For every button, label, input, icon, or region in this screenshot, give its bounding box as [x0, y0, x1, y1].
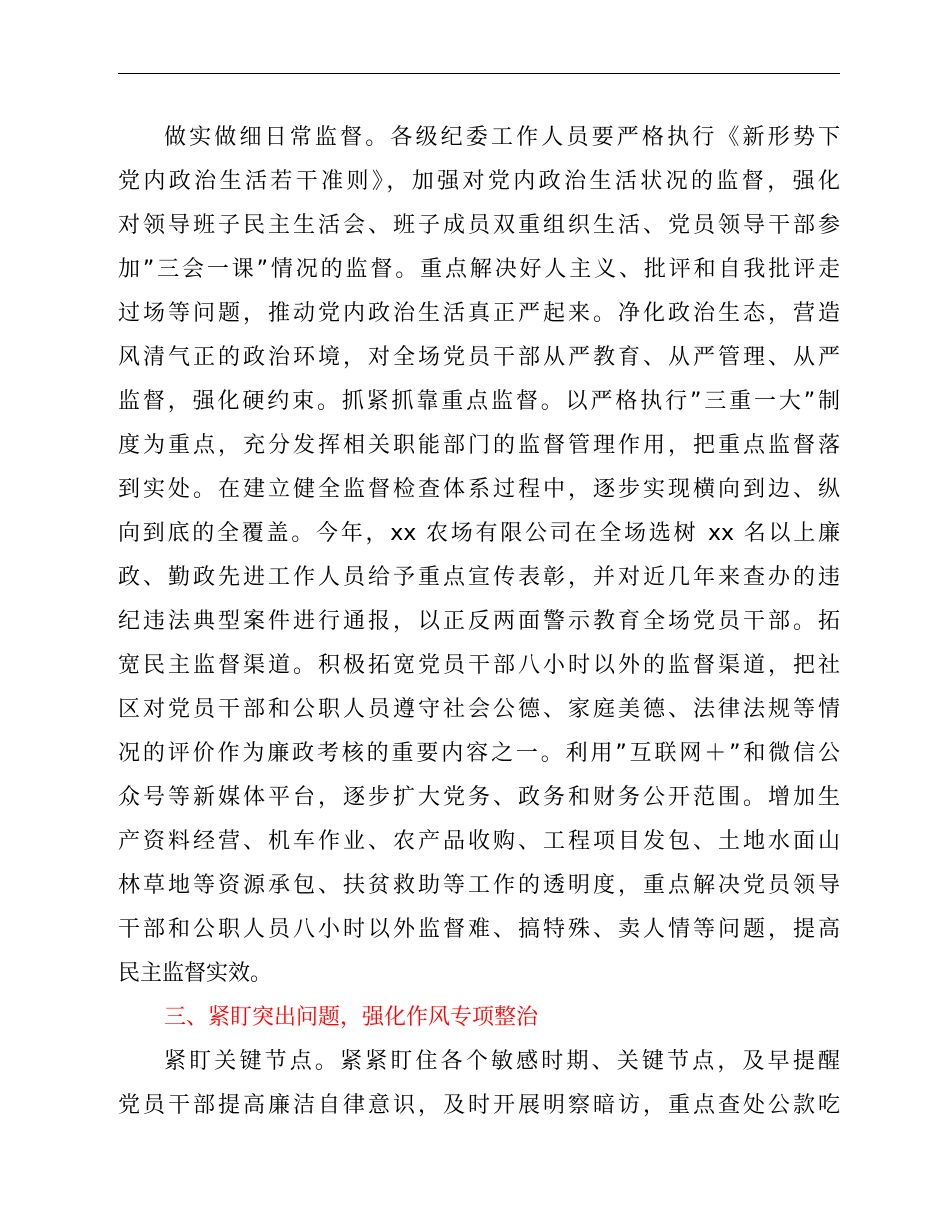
paragraph-line: 区对党员干部和公职人员遵守社会公德、家庭美德、法律法规等情 — [118, 697, 840, 722]
paragraph-line: 民主监督实效。 — [118, 961, 273, 986]
paragraph-line: 党内政治生活若干准则》，加强对党内政治生活状况的监督，强化 — [118, 169, 840, 194]
paragraph-line: 对领导班子民主生活会、班子成员双重组织生活、党员领导干部参 — [118, 213, 840, 238]
paragraph-line: 政、勤政先进工作人员给予重点宣传表彰，并对近几年来查办的违 — [118, 565, 840, 590]
document-body — [118, 116, 840, 1128]
paragraph-line: 林草地等资源承包、扶贫救助等工作的透明度，重点解决党员领导 — [118, 873, 840, 898]
paragraph-line: 况的评价作为廉政考核的重要内容之一。利用”互联网＋”和微信公 — [118, 741, 840, 766]
paragraph-line: 度为重点，充分发挥相关职能部门的监督管理作用，把重点监督落 — [118, 433, 840, 458]
paragraph-line: 产资料经营、机车作业、农产品收购、工程项目发包、土地水面山 — [118, 829, 840, 854]
paragraph-2 — [118, 1040, 840, 1128]
paragraph-line: 紧盯关键节点。紧紧盯住各个敏感时期、关键节点，及早提醒 — [164, 1049, 840, 1074]
paragraph-line: 向到底的全覆盖。今年，xx 农场有限公司在全场选树 xx 名以上廉 — [118, 521, 840, 546]
paragraph-line: 风清气正的政治环境，对全场党员干部从严教育、从严管理、从严 — [118, 345, 840, 370]
section-heading: 三、紧盯突出问题，强化作风专项整治 — [164, 1005, 539, 1030]
paragraph-line: 纪违法典型案件进行通报，以正反两面警示教育全场党员干部。拓 — [118, 609, 840, 634]
paragraph-line: 干部和公职人员八小时以外监督难、搞特殊、卖人情等问题，提高 — [118, 917, 840, 942]
paragraph-line: 众号等新媒体平台，逐步扩大党务、政务和财务公开范围。增加生 — [118, 785, 840, 810]
paragraph-1 — [118, 116, 840, 996]
paragraph-line: 加”三会一课”情况的监督。重点解决好人主义、批评和自我批评走 — [118, 257, 840, 282]
paragraph-line: 党员干部提高廉洁自律意识，及时开展明察暗访，重点查处公款吃 — [118, 1093, 840, 1118]
paragraph-line: 宽民主监督渠道。积极拓宽党员干部八小时以外的监督渠道，把社 — [118, 653, 840, 678]
paragraph-line: 做实做细日常监督。各级纪委工作人员要严格执行《新形势下 — [164, 125, 840, 150]
header-rule — [118, 73, 840, 74]
paragraph-line: 监督，强化硬约束。抓紧抓靠重点监督。以严格执行”三重一大”制 — [118, 389, 840, 414]
paragraph-line: 过场等问题，推动党内政治生活真正严起来。净化政治生态，营造 — [118, 301, 840, 326]
paragraph-line: 到实处。在建立健全监督检查体系过程中，逐步实现横向到边、纵 — [118, 477, 840, 502]
